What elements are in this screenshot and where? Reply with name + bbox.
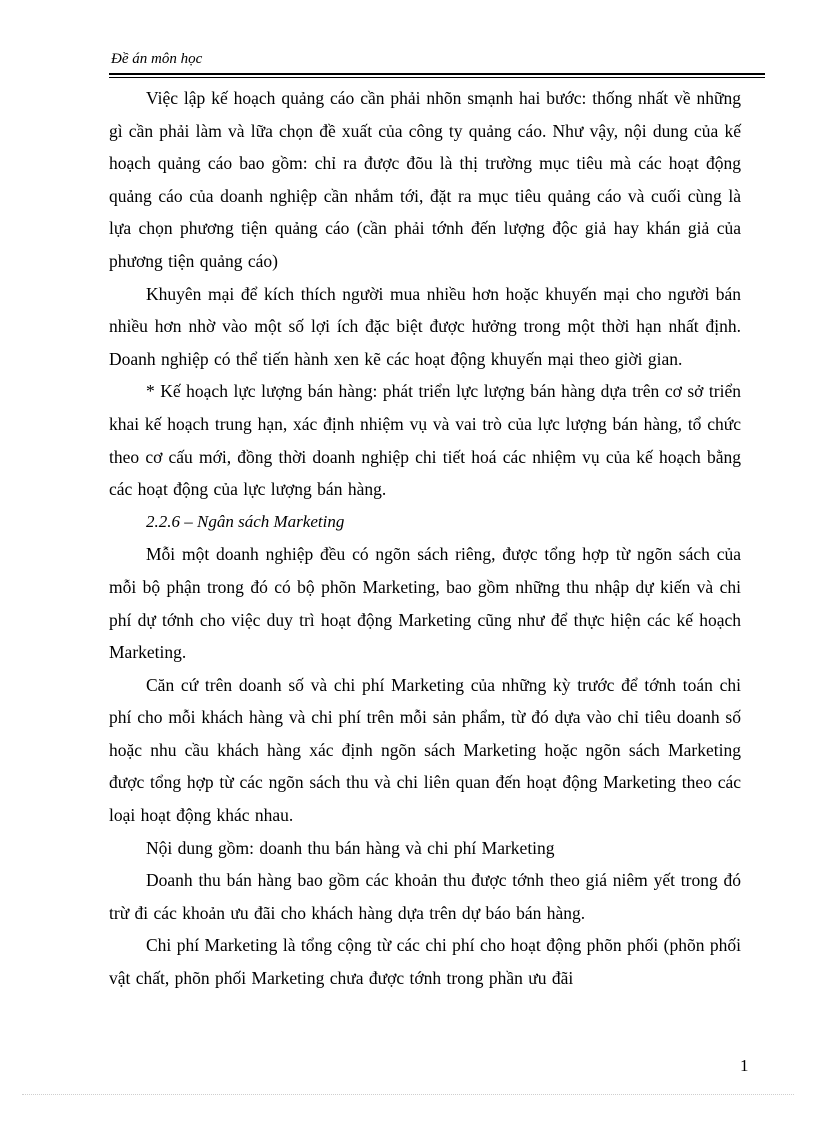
header-rule-thick: [109, 73, 765, 75]
section-heading-marketing-budget: 2.2.6 – Ngân sách Marketing: [146, 511, 345, 531]
paragraph-sales-force-plan: * Kế hoạch lực lượng bán hàng: phát triển lực lượng bán hàng dựa trên cơ sở triển khai kế hoạch trung hạn, xác định nhiệm vụ và vai trò của lực lượng bán hàng, tổ chức theo cơ cấu mới, đồng thời doanh nghiệp chi tiết hoá các nhiệm vụ của kế hoạch bằng các hoạt động của lực lượng bán hàng.: [109, 381, 741, 500]
paragraph-marketing-cost: Chi phí Marketing là tổng cộng từ các chi phí cho hoạt động phõn phối (phõn phối vật chất, phõn phối Marketing chưa được tớnh trong phần ưu đãi: [109, 935, 741, 989]
paragraph-sales-revenue: Doanh thu bán hàng bao gồm các khoản thu được tớnh theo giá niêm yết trong đó trừ đi các khoản ưu đãi cho khách hàng dựa trên dự báo bán hàng.: [109, 870, 741, 923]
document-body: [109, 82, 741, 995]
header-rule-thin: [109, 77, 765, 78]
page-header: [109, 50, 765, 78]
paragraph-budget-content: Nội dung gồm: doanh thu bán hàng và chi phí Marketing: [146, 837, 555, 858]
page-bottom-border: [22, 1094, 794, 1095]
paragraph-advertising-plan: Việc lập kế hoạch quảng cáo cần phải nhõn smạnh hai bước: thống nhất về những gì cần phải làm và lữa chọn đề xuất của công ty quảng cáo. Như vậy, nội dung của kế hoạch quảng cáo bao gồm: chỉ ra được đõu là thị trường mục tiêu mà các hoạt động quảng cáo của doanh nghiệp cần nhắm tới, đặt ra mục tiêu quảng cáo và cuối cùng là lựa chọn phương tiện quảng cáo (cần phải tớnh đến lượng độc giả hay khán giả của phương tiện quảng cáo): [109, 88, 741, 271]
paragraph-budget-intro: Mỗi một doanh nghiệp đều có ngõn sách riêng, được tổng hợp từ ngõn sách của mỗi bộ phận trong đó có bộ phõn Marketing, bao gồm những thu nhập dự kiến và chi phí dự tớnh cho việc duy trì hoạt động Marketing cũng như để thực hiện các kế hoạch Marketing.: [109, 544, 741, 663]
paragraph-promotion: Khuyên mại để kích thích người mua nhiều hơn hoặc khuyến mại cho người bán nhiều hơn nhờ vào một số lợi ích đặc biệt được hưởng trong một thời hạn nhất định. Doanh nghiệp có thể tiến hành xen kẽ các hoạt động khuyến mại theo giời gian.: [109, 283, 741, 369]
header-title: Đề án môn học: [111, 51, 203, 67]
page-number: 1: [740, 1056, 749, 1075]
paragraph-budget-basis: Căn cứ trên doanh số và chi phí Marketing của những kỳ trước để tớnh toán chi phí cho mỗi khách hàng và chi phí trên mỗi sản phẩm, từ đó dựa vào chỉ tiêu doanh số hoặc nhu cầu khách hàng xác định ngõn sách Marketing hoặc ngõn sách Marketing được tổng hợp từ các ngõn sách thu và chi liên quan đến hoạt động Marketing theo các loại hoạt động khác nhau.: [109, 674, 741, 826]
